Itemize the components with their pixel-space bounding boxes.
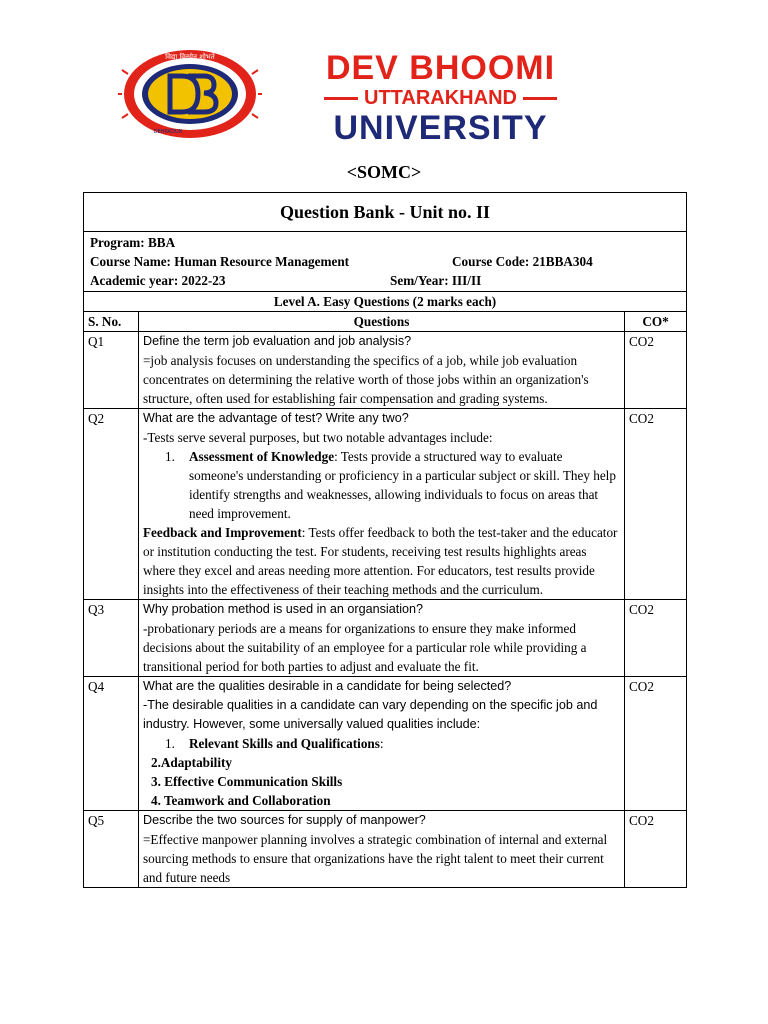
- university-name-line3: UNIVERSITY: [333, 109, 548, 147]
- list-item-title: Relevant Skills and Qualifications: [189, 736, 380, 751]
- answer-intro: -The desirable qualities in a candidate can vary depending on the specific job and industry. However, some universally valued qualities include:: [143, 698, 598, 731]
- paragraph-text: : Tests offer feedback to both the test-taker and the educator or institution conducting the test. For students, receiving test results highlights areas where they excel and areas needing more attention. For educators, test results provide insights into the effectiveness of their teaching methods and the curriculum.: [143, 525, 618, 597]
- co-value: CO2: [625, 600, 687, 677]
- question-number: Q4: [84, 677, 139, 811]
- list-item: 4. Teamwork and Collaboration: [151, 793, 331, 808]
- col-header-co: CO*: [625, 312, 687, 332]
- answer-intro: -Tests serve several purposes, but two notable advantages include:: [143, 430, 493, 445]
- sem-year: Sem/Year: III/II: [390, 273, 482, 288]
- list-item: 2.Adaptability: [151, 755, 232, 770]
- question-number: Q5: [84, 811, 139, 888]
- seal-motto: विद्या विनयेन शोभते: [165, 53, 215, 61]
- table-row: [84, 332, 687, 409]
- question-cell: [139, 332, 625, 409]
- year-row: [90, 271, 680, 290]
- co-value: CO2: [625, 409, 687, 600]
- question-cell: [139, 409, 625, 600]
- question-text: Why probation method is used in an organsiation?: [143, 602, 424, 616]
- col-header-questions: Questions: [139, 312, 625, 332]
- program: Program: BBA: [90, 235, 176, 250]
- list-item: 3. Effective Communication Skills: [151, 774, 343, 789]
- question-text: Describe the two sources for supply of manpower?: [143, 813, 426, 827]
- question-cell: [139, 677, 625, 811]
- school-code: <SOMC>: [346, 162, 422, 182]
- list-item-suffix: :: [379, 736, 384, 751]
- university-name-line2: [268, 86, 613, 110]
- answer-text: =job analysis focuses on understanding the specifics of a job, while job evaluation concentrates on determining the relative worth of those jobs within an organization's structure, often used for establishing fair compensation and grading systems.: [143, 353, 589, 406]
- question-number: Q2: [84, 409, 139, 600]
- paragraph: [143, 523, 620, 599]
- question-text: What are the advantage of test? Write any two?: [143, 411, 409, 425]
- course-code: Course Code: 21BBA304: [452, 254, 593, 269]
- col-header-sno: S. No.: [84, 312, 139, 332]
- course-row: [90, 252, 680, 271]
- list-body: [189, 447, 620, 523]
- university-name: [268, 50, 613, 146]
- left-rule: [324, 97, 358, 100]
- question-text: Define the term job evaluation and job analysis?: [143, 334, 412, 348]
- answer-text: =Effective manpower planning involves a strategic combination of internal and external sourcing methods to ensure that organizations have the right talent to meet their current and future needs: [143, 832, 608, 885]
- question-number: Q3: [84, 600, 139, 677]
- question-number: Q1: [84, 332, 139, 409]
- list-item: [143, 447, 620, 523]
- doc-title: Question Bank - Unit no. II: [84, 193, 687, 232]
- level-row: [84, 292, 687, 312]
- table-row: [84, 677, 687, 811]
- question-cell: [139, 600, 625, 677]
- question-bank-table: [83, 192, 687, 888]
- seal-lettering: [118, 46, 262, 142]
- course-info: [84, 232, 687, 292]
- list-number: 1.: [165, 736, 175, 751]
- co-value: CO2: [625, 332, 687, 409]
- table-row: [84, 409, 687, 600]
- level-heading: Level A. Easy Questions (2 marks each): [84, 292, 687, 312]
- university-header: [118, 46, 618, 147]
- co-value: CO2: [625, 677, 687, 811]
- list-item-text: : Tests provide a structured way to evaluate someone's understanding or proficiency in a particular subject or skill. They help identify strengths and weaknesses, allowing individuals to focus on areas that need improvement.: [189, 449, 616, 521]
- course-info-row: [84, 232, 687, 292]
- question-cell: [139, 811, 625, 888]
- course-name: Course Name: Human Resource Management: [90, 254, 350, 269]
- title-row: [84, 193, 687, 232]
- list-item-title: Assessment of Knowledge: [189, 449, 335, 464]
- list-item: [143, 734, 620, 753]
- list-number: 1.: [165, 449, 175, 464]
- column-header-row: [84, 312, 687, 332]
- university-name-line2-text: UTTARAKHAND: [364, 87, 517, 109]
- table-row: [84, 811, 687, 888]
- paragraph-title: Feedback and Improvement: [143, 525, 302, 540]
- right-rule: [523, 97, 557, 100]
- co-value: CO2: [625, 811, 687, 888]
- seal-city: DEHRADUN: [153, 129, 183, 135]
- answer-text: -probationary periods are a means for organizations to ensure they make informed decisions about the suitability of an employee for a particular role while providing a transitional period for both parties to adjust and evaluate the fit.: [143, 621, 587, 674]
- university-name-line1: DEV BHOOMI: [325, 49, 556, 87]
- academic-year: Academic year: 2022-23: [90, 273, 226, 288]
- question-text: What are the qualities desirable in a candidate for being selected?: [143, 679, 512, 693]
- table-row: [84, 600, 687, 677]
